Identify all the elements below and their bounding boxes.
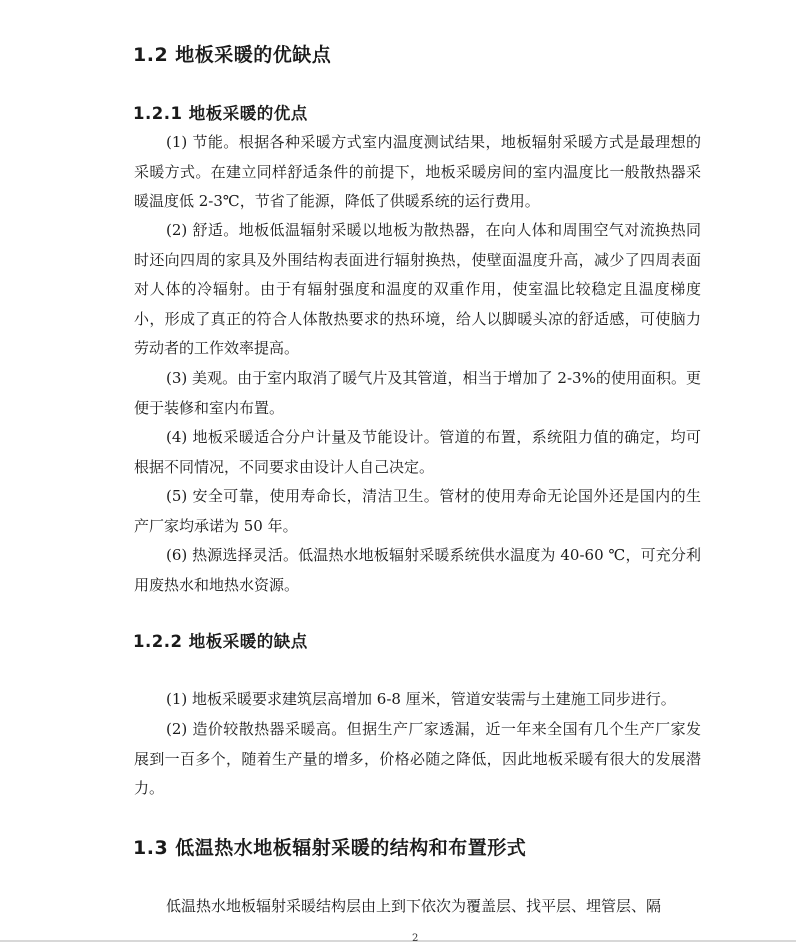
- paragraph-floor-height: (1) 地板采暖要求建筑层高增加 6-8 厘米，管道安装需与土建施工同步进行。: [166, 690, 676, 708]
- paragraph-cost: (2) 造价较散热器采暖高。但据生产厂家透漏，近一年来全国有几个生产厂家发展到一百多个，随着生产量的增多，价格必随之降低，因此地板采暖有很大的发展潜力。: [134, 720, 701, 797]
- paragraph-heat-source: (6) 热源选择灵活。低温热水地板辐射采暖系统供水温度为 40-60 ℃，可充分利用废热水和地热水资源。: [134, 546, 701, 594]
- paragraph-structure-layers: 低温热水地板辐射采暖结构层由上到下依次为覆盖层、找平层、埋管层、隔: [166, 897, 662, 915]
- section-heading-1-2: 1.2 地板采暖的优缺点: [133, 44, 332, 66]
- section-heading-1-2-2: 1.2.2 地板采暖的缺点: [133, 632, 308, 651]
- page-number: 2: [412, 933, 419, 944]
- paragraph-safety: (5) 安全可靠，使用寿命长，清洁卫生。管材的使用寿命无论国外还是国内的生产厂家均承诺为 50 年。: [134, 487, 701, 535]
- paragraph-appearance: (3) 美观。由于室内取消了暖气片及其管道，相当于增加了 2-3%的使用面积。更便于装修和室内布置。: [134, 369, 701, 417]
- paragraph-metering: (4) 地板采暖适合分户计量及节能设计。管道的布置，系统阻力值的确定，均可根据不同情况，不同要求由设计人自己决定。: [134, 428, 701, 476]
- paragraph-comfort: (2) 舒适。地板低温辐射采暖以地板为散热器，在向人体和周围空气对流换热同时还向四周的家具及外围结构表面进行辐射换热，使壁面温度升高，减少了四周表面对人体的冷辐射。由于有辐射强度和温度的双重作用，使室温比较稳定且温度梯度小，形成了真正的符合人体散热要求的热环境，给人以脚暖头凉的舒适感，可使脑力劳动者的工作效率提高。: [134, 221, 701, 357]
- section-heading-1-3: 1.3 低温热水地板辐射采暖的结构和布置形式: [133, 837, 527, 859]
- paragraph-energy-saving: (1) 节能。根据各种采暖方式室内温度测试结果，地板辐射采暖方式是最理想的采暖方式。在建立同样舒适条件的前提下，地板采暖房间的室内温度比一般散热器采暖温度低 2-3℃，节省了能源，降低了供暖系统的运行费用。: [134, 133, 701, 210]
- section-heading-1-2-1: 1.2.1 地板采暖的优点: [133, 104, 308, 123]
